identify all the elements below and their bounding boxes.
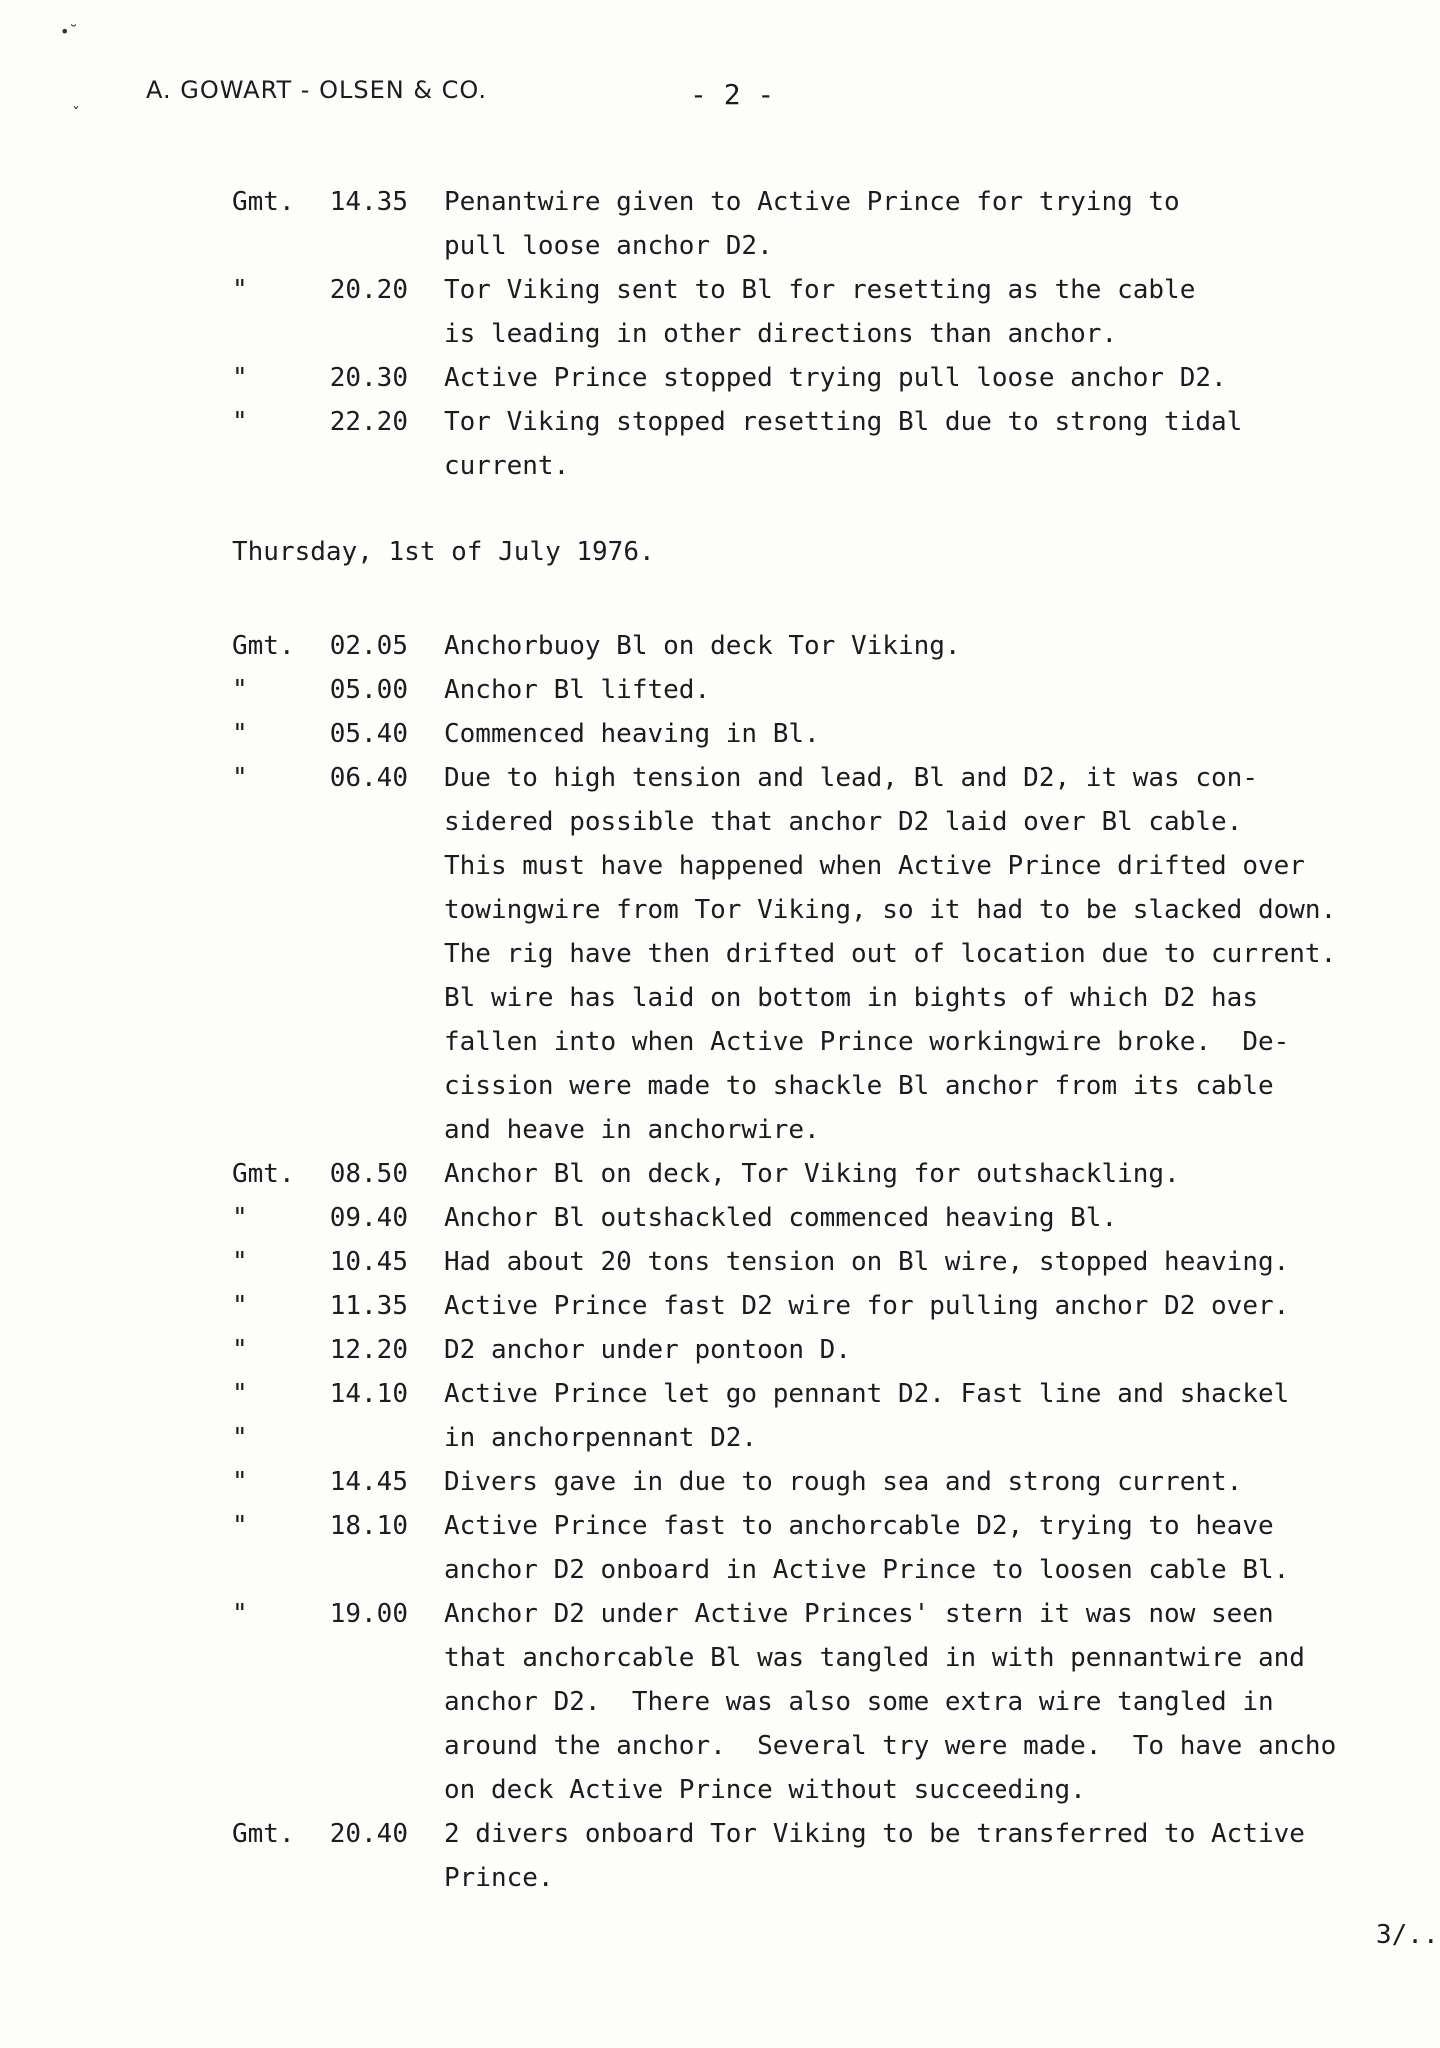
description-line: The rig have then drifted out of location due to current. (444, 939, 1337, 969)
log-entry (232, 1372, 1440, 1416)
description-line: Prince. (444, 1863, 554, 1893)
entry-prefix: " (232, 1467, 248, 1497)
description-line: Penantwire given to Active Prince for trying to (444, 187, 1180, 217)
description-line: Anchorbuoy Bl on deck Tor Viking. (444, 631, 961, 661)
entry-time: 20.20 (329, 275, 408, 305)
log-entry (232, 1416, 1440, 1460)
entry-description (444, 180, 1440, 268)
description-line: Bl wire has laid on bottom in bights of which D2 has (444, 983, 1258, 1013)
continuation-reference: 3/.. (1376, 1920, 1439, 1950)
entry-prefix: " (232, 763, 248, 793)
entry-description (444, 1460, 1440, 1504)
log-entry (232, 1460, 1440, 1504)
log-entry (232, 1284, 1440, 1328)
entry-description (444, 668, 1440, 712)
log-entry (232, 1152, 1440, 1196)
entry-description (444, 1152, 1440, 1196)
description-line: is leading in other directions than anchor. (444, 319, 1118, 349)
entry-description (444, 1284, 1440, 1328)
entry-time: 05.40 (329, 719, 408, 749)
log-entry (232, 1328, 1440, 1372)
entry-prefix: " (232, 275, 248, 305)
entry-description (444, 1416, 1440, 1460)
log-entries-part2 (232, 624, 1440, 1900)
description-line: in anchorpennant D2. (444, 1423, 758, 1453)
log-entry (232, 356, 1440, 400)
entry-prefix: " (232, 407, 248, 437)
entry-time: 14.10 (329, 1379, 408, 1409)
log-entry (232, 1196, 1440, 1240)
entry-prefix: " (232, 1511, 248, 1541)
description-line: Anchor D2 under Active Princes' stern it was now seen (444, 1599, 1274, 1629)
description-line: anchor D2. There was also some extra wire tangled in (444, 1687, 1274, 1717)
entry-description (444, 1812, 1440, 1900)
entry-prefix: " (232, 363, 248, 393)
description-line: Active Prince fast to anchorcable D2, trying to heave (444, 1511, 1274, 1541)
entry-time: 06.40 (329, 763, 408, 793)
entry-time: 22.20 (329, 407, 408, 437)
entry-prefix: " (232, 1335, 248, 1365)
entry-description (444, 400, 1440, 488)
description-line: cission were made to shackle Bl anchor from its cable (444, 1071, 1274, 1101)
log-entry (232, 180, 1440, 268)
entry-prefix: " (232, 1379, 248, 1409)
entry-prefix: Gmt. (232, 187, 295, 217)
description-line: Divers gave in due to rough sea and strong current. (444, 1467, 1243, 1497)
entry-time: 14.35 (329, 187, 408, 217)
log-entry (232, 668, 1440, 712)
description-line: Had about 20 tons tension on Bl wire, stopped heaving. (444, 1247, 1290, 1277)
description-line: Anchor Bl lifted. (444, 675, 711, 705)
entry-description (444, 1504, 1440, 1592)
entry-time: 14.45 (329, 1467, 408, 1497)
entry-time: 11.35 (329, 1291, 408, 1321)
log-entry (232, 624, 1440, 668)
log-entry (232, 756, 1440, 1152)
entry-description (444, 1240, 1440, 1284)
description-line: towingwire from Tor Viking, so it had to be slacked down. (444, 895, 1337, 925)
description-line: Active Prince stopped trying pull loose anchor D2. (444, 363, 1227, 393)
description-line: Active Prince let go pennant D2. Fast line and shackel (444, 1379, 1290, 1409)
description-line: sidered possible that anchor D2 laid over Bl cable. (444, 807, 1243, 837)
description-line: that anchorcable Bl was tangled in with pennantwire and (444, 1643, 1305, 1673)
entry-description (444, 1328, 1440, 1372)
entry-time: 05.00 (329, 675, 408, 705)
entry-description (444, 1372, 1440, 1416)
description-line: on deck Active Prince without succeeding. (444, 1775, 1086, 1805)
description-line: Active Prince fast D2 wire for pulling anchor D2 over. (444, 1291, 1290, 1321)
entry-description (444, 1196, 1440, 1240)
log-entry (232, 400, 1440, 488)
log-entry (232, 268, 1440, 356)
entry-prefix: " (232, 1203, 248, 1233)
entry-time: 20.40 (329, 1819, 408, 1849)
description-line: Anchor Bl on deck, Tor Viking for outshackling. (444, 1159, 1180, 1189)
entry-time: 18.10 (329, 1511, 408, 1541)
description-line: Tor Viking stopped resetting Bl due to strong tidal (444, 407, 1243, 437)
entry-prefix: " (232, 1247, 248, 1277)
log-entry (232, 1812, 1440, 1900)
entry-prefix: " (232, 1599, 248, 1629)
description-line: and heave in anchorwire. (444, 1115, 820, 1145)
entry-prefix: " (232, 1423, 248, 1453)
entry-description (444, 268, 1440, 356)
description-line: Due to high tension and lead, Bl and D2, it was con- (444, 763, 1258, 793)
entry-description (444, 712, 1440, 756)
description-line: 2 divers onboard Tor Viking to be transferred to Active (444, 1819, 1305, 1849)
description-line: Tor Viking sent to Bl for resetting as the cable (444, 275, 1196, 305)
entry-description (444, 356, 1440, 400)
log-entries-part1 (232, 180, 1440, 488)
entry-time: 09.40 (329, 1203, 408, 1233)
entry-prefix: Gmt. (232, 631, 295, 661)
entry-prefix: " (232, 719, 248, 749)
entry-time: 08.50 (329, 1159, 408, 1189)
entry-time: 12.20 (329, 1335, 408, 1365)
date-heading: Thursday, 1st of July 1976. (232, 537, 655, 567)
company-letterhead: A. GOWART - OLSEN & CO. (146, 76, 487, 104)
log-entry (232, 712, 1440, 756)
description-line: fallen into when Active Prince workingwire broke. De- (444, 1027, 1290, 1057)
entry-prefix: Gmt. (232, 1819, 295, 1849)
entry-prefix: Gmt. (232, 1159, 295, 1189)
log-entry (232, 1504, 1440, 1592)
description-line: Anchor Bl outshackled commenced heaving Bl. (444, 1203, 1118, 1233)
log-entry (232, 1240, 1440, 1284)
margin-mark: •˘ (60, 22, 78, 41)
entry-time: 19.00 (329, 1599, 408, 1629)
margin-mark: ˇ (72, 104, 80, 123)
entry-description (444, 756, 1440, 1152)
description-line: Commenced heaving in Bl. (444, 719, 820, 749)
entry-time: 02.05 (329, 631, 408, 661)
entry-prefix: " (232, 675, 248, 705)
entry-time (320, 1416, 408, 1460)
entry-prefix: " (232, 1291, 248, 1321)
description-line: anchor D2 onboard in Active Prince to loosen cable Bl. (444, 1555, 1290, 1585)
description-line: This must have happened when Active Prince drifted over (444, 851, 1305, 881)
log-entry (232, 1592, 1440, 1812)
description-line: pull loose anchor D2. (444, 231, 773, 261)
page-number: - 2 - (690, 78, 775, 111)
entry-time: 10.45 (329, 1247, 408, 1277)
entry-time: 20.30 (329, 363, 408, 393)
description-line: around the anchor. Several try were made. To have ancho (444, 1731, 1337, 1761)
description-line: current. (444, 451, 570, 481)
entry-description (444, 624, 1440, 668)
description-line: D2 anchor under pontoon D. (444, 1335, 851, 1365)
entry-description (444, 1592, 1440, 1812)
